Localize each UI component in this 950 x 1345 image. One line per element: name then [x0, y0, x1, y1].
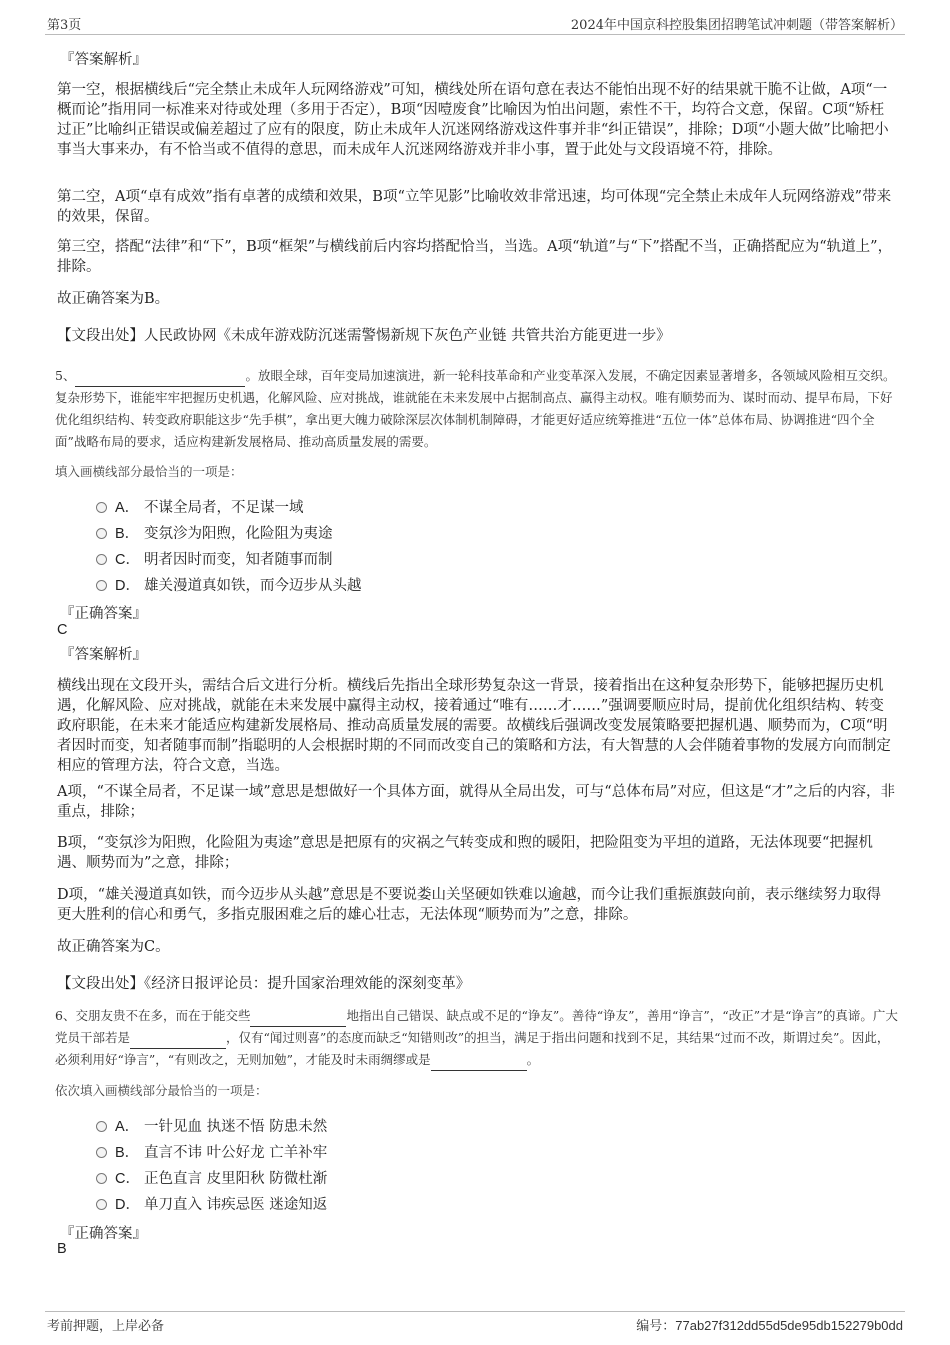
q5-analysis-para-2: A项，“不谋全局者，不足谋一域”意思是想做好一个具体方面，就得从全局出发，可与“总体布局”对应，但这是“才”之后的内容，非重点，排除；	[57, 784, 895, 820]
q5-analysis-label: 『答案解析』	[60, 647, 147, 663]
q6-prompt: 依次填入画横线部分最恰当的一项是：	[55, 1083, 268, 1098]
q6-blank-3	[431, 1056, 527, 1071]
q5-analysis-para-4: D项，“雄关漫道真如铁，而今迈步从头越”意思是不要说娄山关坚硬如铁难以逾越，而今让我们重振旗鼓向前，表示继续努力取得更大胜利的信心和勇气，多指克服困难之后的雄心壮志，无法体现“顺势而为”之意，排除。	[57, 887, 881, 923]
q5-analysis-para-1: 横线出现在文段开头，需结合后文进行分析。横线后先指出全球形势复杂这一背景，接着指出在这种复杂形势下，能够把握历史机遇，化解风险、应对挑战，就能在未来发展中赢得主动权，接着通过“唯有……才……”强调要顺应时局，提前优化组织结构、转变政府职能，在未来才能适应构建新发展格局、推动高质量发展的需要。故横线后强调改变发展策略要把握机遇、顺势而为，C项“明者因时而变，知者随事而制”指聪明的人会根据时期的不同而改变自己的策略和方法，有大智慧的人会伴随着事物的发展方向而制定相应的管理方法，符合文意，当选。	[57, 678, 891, 774]
radio-icon[interactable]	[96, 554, 107, 565]
radio-icon[interactable]	[96, 502, 107, 513]
q4-analysis-para-2: 第二空，A项“卓有成效”指有卓著的成绩和效果，B项“立竿见影”比喻收效非常迅速，均可体现“完全禁止未成年人玩网络游戏”带来的效果，保留。	[57, 189, 892, 225]
radio-icon[interactable]	[96, 580, 107, 591]
radio-icon[interactable]	[96, 1199, 107, 1210]
radio-icon[interactable]	[96, 1121, 107, 1132]
q5-number: 5、	[55, 368, 76, 383]
radio-icon[interactable]	[96, 528, 107, 539]
q6-blank-1	[250, 1012, 346, 1027]
q5-answer-line: 故正确答案为C。	[57, 939, 170, 955]
page-number: 第3页	[47, 18, 82, 33]
q4-answer-line: 故正确答案为B。	[57, 291, 170, 307]
q5-prompt: 填入画横线部分最恰当的一项是：	[55, 464, 243, 479]
q5-correct-label: 『正确答案』	[60, 606, 147, 622]
q5-stem	[55, 365, 898, 453]
q5-analysis-para-3: B项，“变氛沴为阳煦，化险阻为夷途”意思是把原有的灾祸之气转变成和煦的暖阳，把险阻变为平坦的道路，无法体现要“把握机遇、顺势而为”之意，排除；	[57, 835, 873, 871]
q6-number: 6、	[55, 1008, 76, 1023]
q6-correct-answer: B	[57, 1241, 67, 1257]
document-title: 2024年中国京科控股集团招聘笔试冲刺题（带答案解析）	[570, 18, 903, 33]
q4-analysis-para-1: 第一空，根据横线后“完全禁止未成年人玩网络游戏”可知，横线处所在语句意在表达不能怕出现不好的结果就干脆不让做，A项“一概而论”指用同一标准来对待或处理（多用于否定），B项“因噎废食”比喻因为怕出问题，索性不干，均符合文意，保留。C项“矫枉过正”比喻纠正错误或偏差超过了应有的限度，防止未成年人沉迷网络游戏这件事并非“纠正错误”，排除；D项“小题大做”比喻把小事当大事来办，有不恰当或不值得的意思，而未成年人沉迷网络游戏并非小事，置于此处与文段语境不符，排除。	[57, 82, 889, 158]
radio-icon[interactable]	[96, 1173, 107, 1184]
document-code: 编号：77ab27f312dd55d5de95db152279b0dd	[636, 1318, 903, 1333]
q6-stem: 6、交朋友贵不在多，而在于能交些 地指出自己错误、缺点或不足的“诤友”。善待“诤友”，善用“诤言”，“改正”才是“诤言”的真谛。广大党员干部若是 ，仅有“闻过则喜”的态度而缺乏“知错则改”的担当，满足于指出问题和找到不足，其结果“过而不改，斯谓过矣”。因此，必须利用好“诤言”，“有则改之，无则加勉”，才能及时未雨绸缪或是 。	[55, 1005, 898, 1071]
page-footer	[45, 1311, 905, 1336]
radio-icon[interactable]	[96, 1147, 107, 1158]
q5-stem-text: 。放眼全球，百年变局加速演进，新一轮科技革命和产业变革深入发展，不确定因素显著增多，各领域风险相互交织。复杂形势下，谁能牢牢把握历史机遇，化解风险、应对挑战，谁就能在未来发展中占据制高点、赢得主动权。唯有顺势而为、谋时而动、提早布局，下好优化组织结构、转变政府职能这步“先手棋”，拿出更大魄力破除深层次体制机制障碍，才能更好适应统筹推进“五位一体”总体布局、协调推进“四个全面”战略布局的要求，适应构建新发展格局、推动高质量发展的需要。	[55, 368, 896, 449]
page-header	[45, 12, 905, 35]
q6-correct-label: 『正确答案』	[60, 1226, 147, 1242]
q4-source: 【文段出处】人民政协网《未成年游戏防沉迷需警惕新规下灰色产业链 共管共治方能更进一步》	[57, 328, 671, 344]
q5-blank	[75, 372, 245, 387]
q4-analysis-para-3: 第三空，搭配“法律”和“下”，B项“框架”与横线前后内容均搭配恰当，当选。A项“轨道”与“下”搭配不当，正确搭配应为“轨道上”，排除。	[57, 239, 893, 275]
footer-slogan: 考前押题，上岸必备	[47, 1319, 165, 1334]
q4-analysis-label: 『答案解析』	[60, 52, 147, 68]
q5-source: 【文段出处】《经济日报评论员：提升国家治理效能的深刻变革》	[57, 976, 471, 992]
q6-blank-2	[130, 1034, 226, 1049]
q5-correct-answer: C	[57, 622, 68, 638]
